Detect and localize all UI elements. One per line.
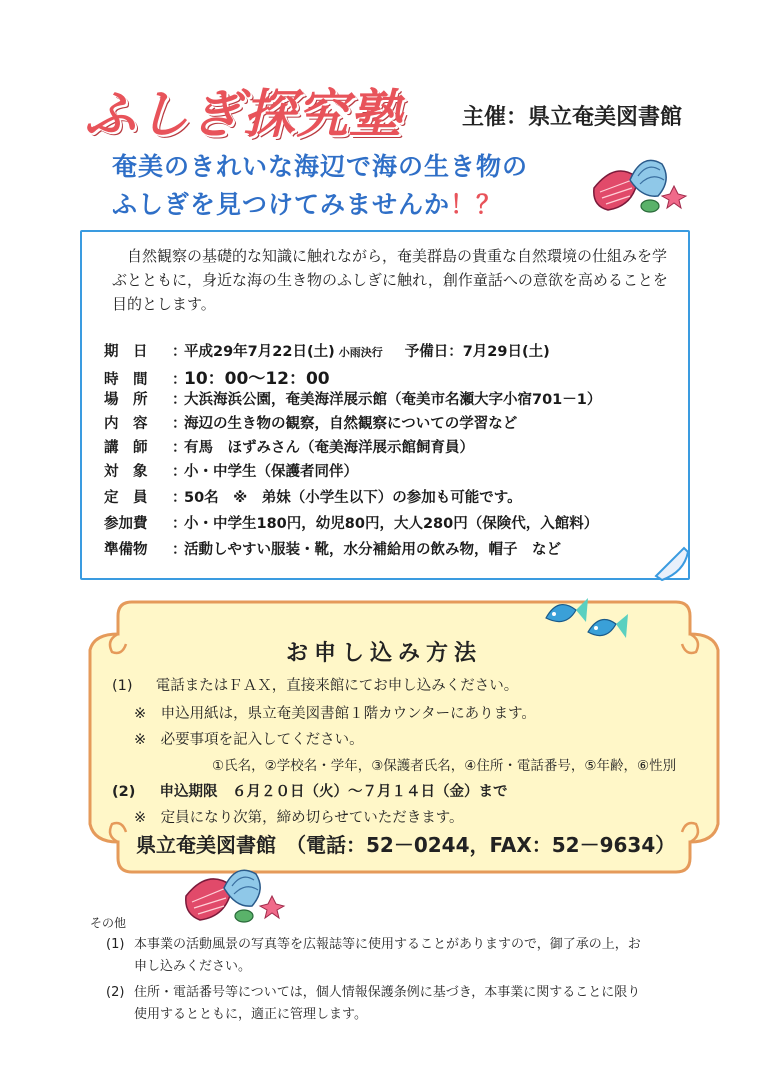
tagline-line-2 [112,186,528,224]
info-row-capacity: 定 員 ：50名 ※ 弟妹（小学生以下）の参加も可能です。 [104,486,522,507]
library-contact: 県立奄美図書館 （電話：52－0244，FAX：52－9634） [136,833,676,857]
info-row-value: 活動しやすい服装・靴，水分補給用の飲み物，帽子 など [184,542,561,558]
other-note-text-cont: 使用するとともに，適正に管理します。 [134,1007,367,1022]
apply-title: お申し込み方法 [285,641,482,666]
info-row-label: 時 間 [104,372,148,388]
apply-line-1 [112,674,518,695]
info-row-value: 海辺の生き物の観察，自然観察についての学習など [184,416,518,432]
apply-note-1: ※ 申込用紙は，県立奄美図書館１階カウンターにあります。 [134,706,536,722]
info-row-content: 内 容 ：海辺の生き物の観察，自然観察についての学習など [104,412,517,433]
info-row-time: 時 間 ：10：00～12：00 [104,369,330,389]
page-title: ふしぎ探究塾 [84,85,403,145]
shell-cluster-icon [586,148,696,220]
tagline-mark: ！？ [450,190,503,219]
info-row-date: 期 日 ：平成29年7月22日(土) 小雨決行 予備日：7月29日(土) [104,340,550,361]
apply-line-1-text: 電話またはＦＡＸ，直接来館にてお申し込みください。 [155,678,519,694]
other-note-text: 住所・電話番号等については，個人情報保護条例に基づき，本事業に関することに限り [134,985,641,1000]
info-row-target: 対 象 ：小・中学生（保護者同伴） [104,460,358,481]
info-row-fee: 参加費 ：小・中学生180円，幼児80円，大人280円（保険代，入館料） [104,512,598,533]
tagline-line-1: 奄美のきれいな海辺で海の生き物の [112,152,529,181]
info-row-value: 50名 ※ 弟妹（小学生以下）の参加も可能です。 [184,490,522,506]
other-note-text: 本事業の活動風景の写真等を広報誌等に使用することがありますので，御了承の上，お [134,937,641,952]
intro-paragraph: 自然観察の基礎的な知識に触れながら，奄美群島の貴重な自然環境の仕組みを学ぶとともに，身近な海の生き物のふしぎに触れ，創作童話への意欲を高めることを目的とします。 [112,247,668,313]
info-row-label: 場 所 [104,392,148,408]
info-row-place: 場 所 ：大浜海浜公園，奄美海洋展示館（奄美市名瀬大字小宿701－1） [104,388,601,409]
info-row-lecturer: 講 師 ：有馬 ほずみさん（奄美海洋展示館飼育員） [104,436,474,457]
tagline-line-2-text: ふしぎを見つけてみませんか [112,190,451,219]
other-note-1 [106,934,696,978]
apply-line-2-num: (2) [112,784,136,800]
other-note-num: (2) [106,985,125,1000]
info-row-label: 内 容 [104,416,148,432]
apply-deadline: 申込期限 ６月２０日（火）～７月１４日（金）まで [159,784,508,800]
info-row-value: 有馬 ほずみさん（奄美海洋展示館飼育員） [184,440,474,456]
other-note-text-cont: 申し込みください。 [134,959,252,974]
info-row-label: 参加費 [104,516,148,532]
info-row-value: 10：00～12：00 [184,369,330,389]
info-row-label: 対 象 [104,464,148,480]
apply-note-3: ※ 定員になり次第，締め切らせていただきます。 [134,810,464,826]
folded-corner-icon [654,546,692,582]
info-row-value: 小・中学生180円，幼児80円，大人280円（保険代，入館料） [184,516,599,532]
info-row-value: 小・中学生（保護者同伴） [184,464,358,480]
info-row-items: 準備物 ：活動しやすい服装・靴，水分補給用の飲み物，帽子 など [104,538,561,559]
info-row-value: 大浜海浜公園，奄美海洋展示館（奄美市名瀬大字小宿701－1） [184,392,602,408]
info-row-label: 定 員 [104,490,148,506]
apply-note-2: ※ 必要事項を記入してください。 [134,732,364,748]
info-row-label: 準備物 [104,542,148,558]
shell-cluster-icon [180,860,292,926]
sponsor-label: 主催：県立奄美図書館 [462,105,683,130]
other-notes-label: その他 [90,916,127,930]
tagline [112,148,528,224]
info-row-note: 小雨決行 [338,346,383,359]
other-note-num: (1) [106,937,125,952]
apply-line-2 [112,780,507,801]
info-row-label: 期 日 [104,344,148,360]
other-note-2 [106,982,696,1026]
info-row-extra: 予備日：7月29日(土) [404,344,550,360]
info-row-value: 平成29年7月22日(土) [184,344,335,360]
apply-required-fields: ①氏名，②学校名・学年，③保護者氏名，④住所・電話番号，⑤年齢，⑥性別 [212,758,677,774]
apply-line-1-num: (1) [112,678,133,694]
info-row-label: 講 師 [104,440,148,456]
